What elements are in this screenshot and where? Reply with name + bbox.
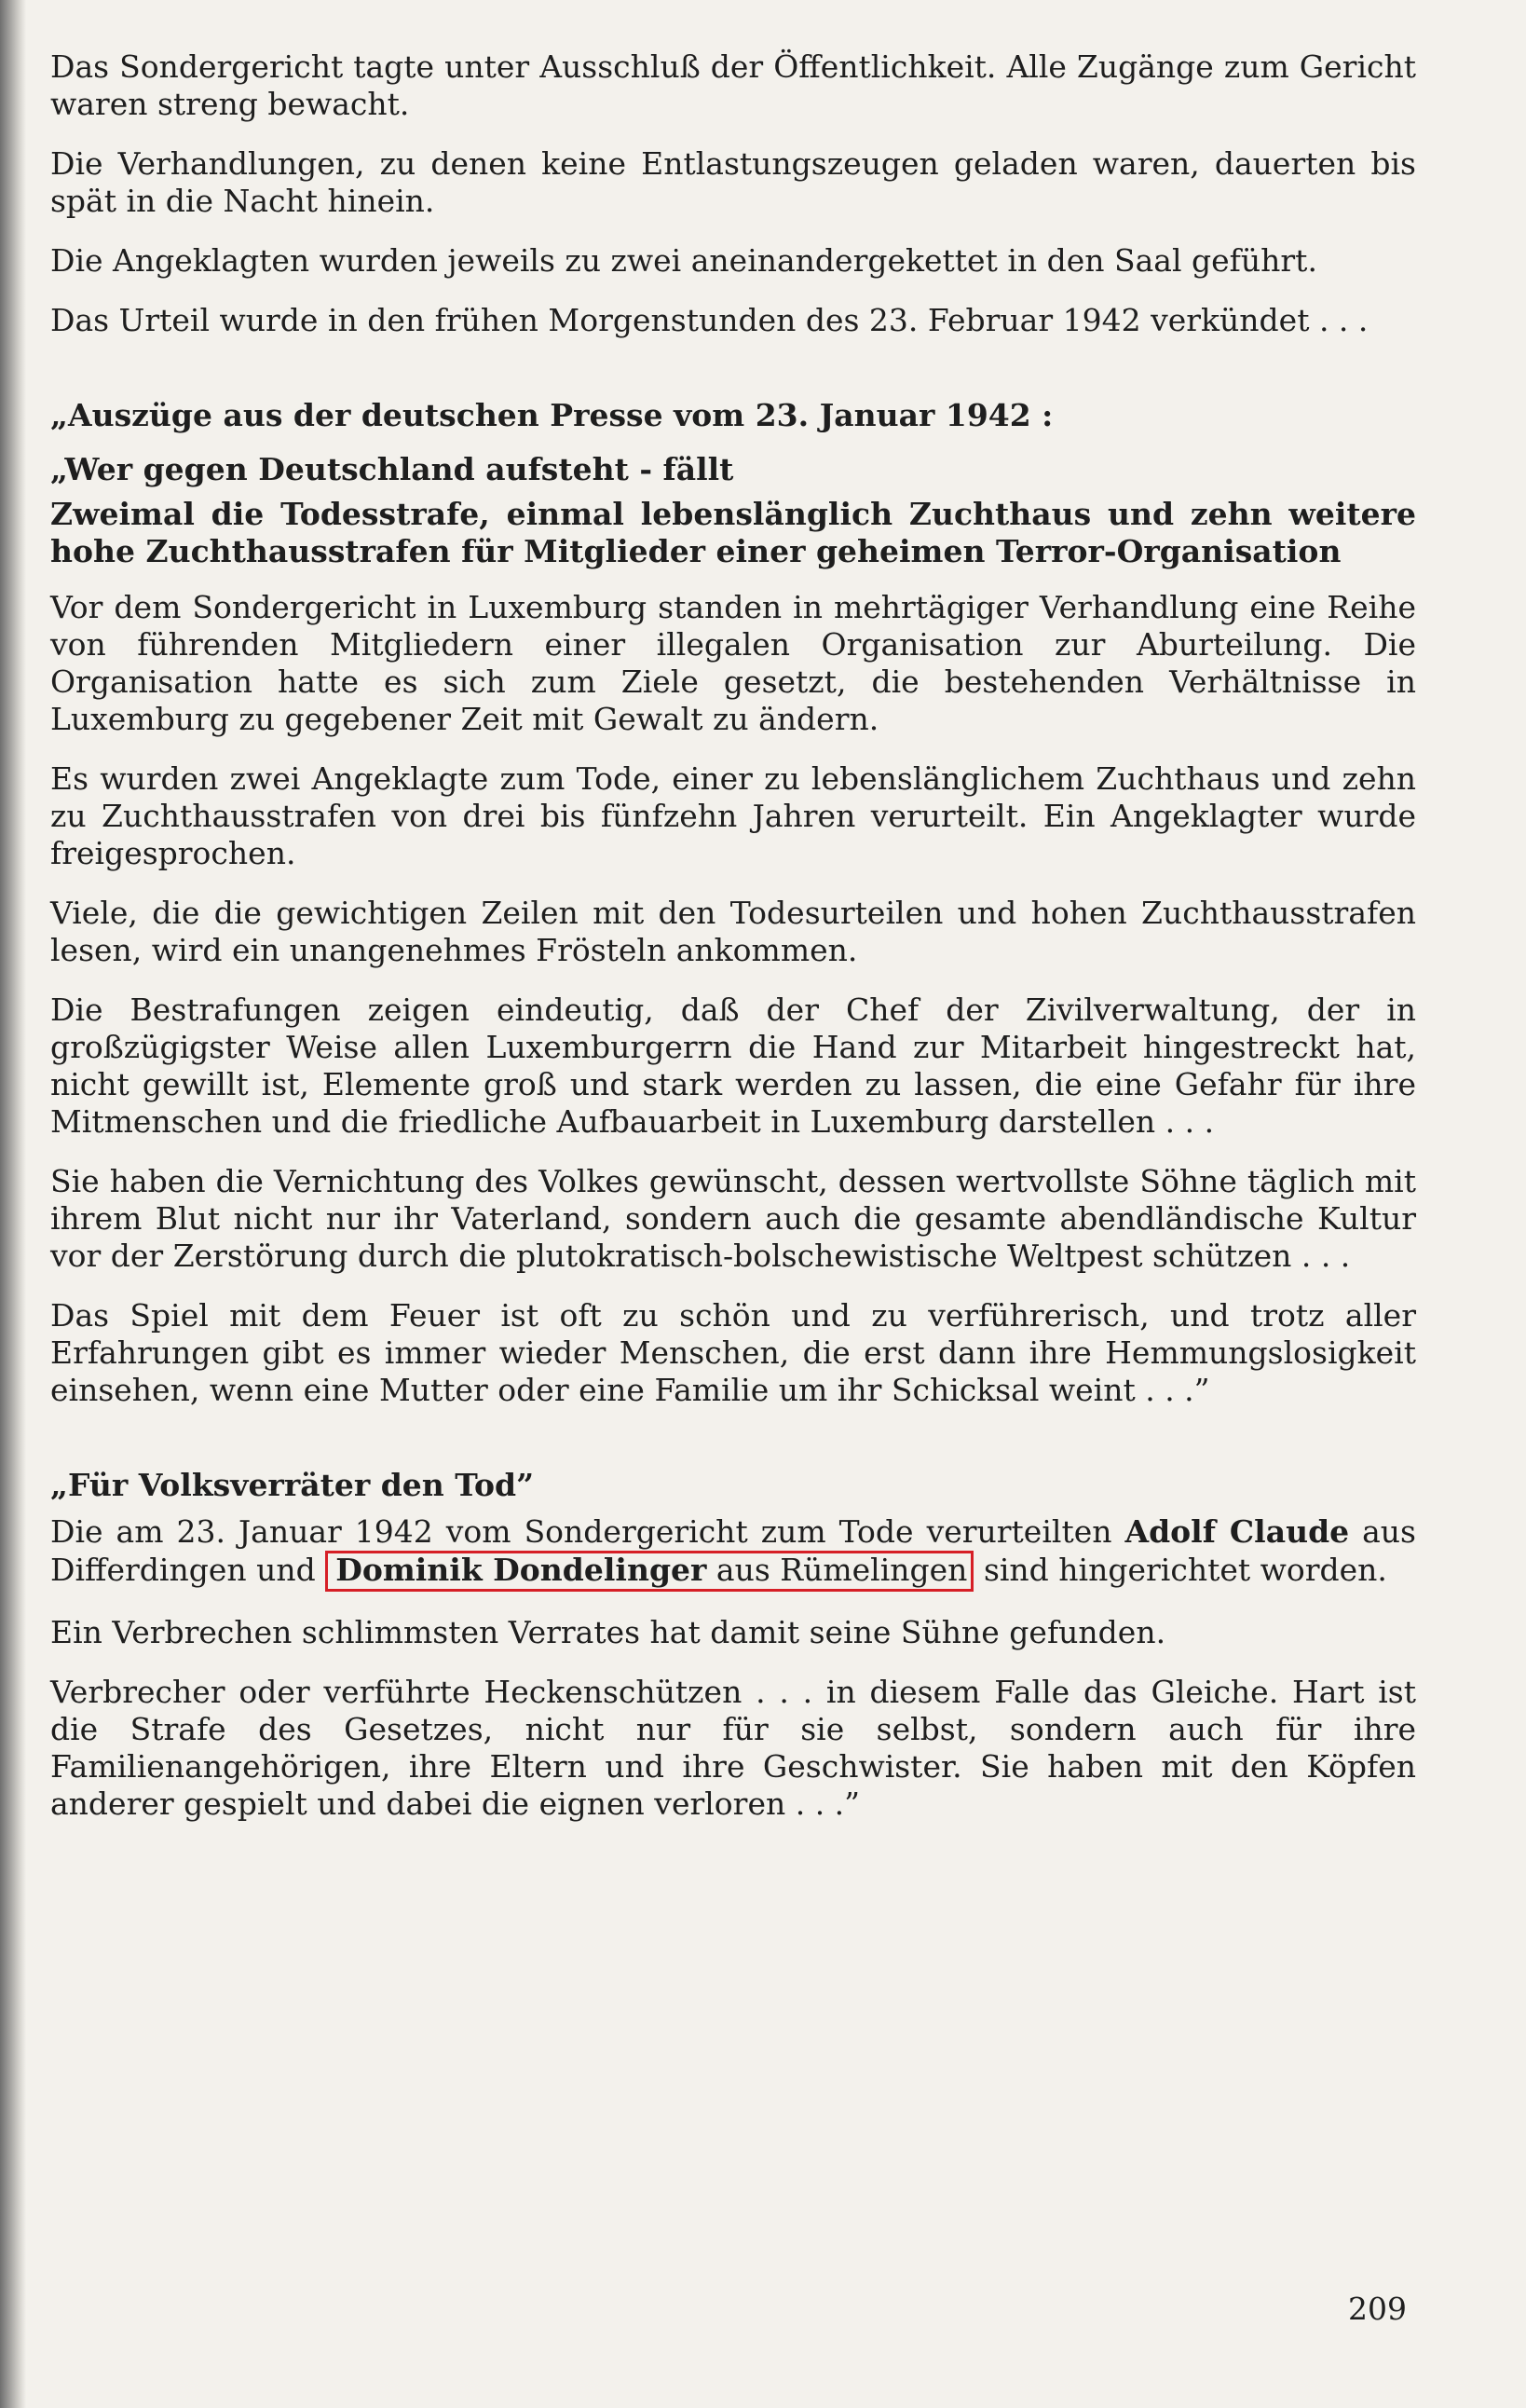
press-paragraph: Viele, die die gewichtigen Zeilen mit den Todesurteilen und hohen Zuchthausstrafen lesen, wird ein unangenehmes Frösteln ankommen. — [50, 895, 1416, 968]
press-paragraph: Vor dem Sondergericht in Luxemburg standen in mehrtägiger Verhandlung eine Reihe von führenden Mitgliedern einer illegalen Organisation zur Aburteilung. Die Organisation hatte es sich zum Ziele gesetzt, die bestehenden Verhältnisse in Luxemburg zu gegebener Zeit mit Gewalt zu ändern. — [50, 589, 1416, 737]
article-subtitle: Zweimal die Todesstrafe, einmal lebenslänglich Zuchthaus und zehn weitere hohe Zuchthausstrafen für Mitglieder einer geheimen Terror-Organisation — [50, 496, 1416, 569]
verdict-text: aus Differdingen und — [50, 1513, 1416, 1588]
verdict-paragraph-executed — [50, 1513, 1416, 1592]
page-number: 209 — [1348, 2291, 1407, 2327]
intro-section — [50, 48, 1416, 339]
press-paragraph: Die Bestrafungen zeigen eindeutig, daß der Chef der Zivilverwaltung, der in großzügigster Weise allen Luxemburgerrn die Hand zur Mitarbeit hingestreckt hat, nicht gewillt ist, Elemente groß und stark werden zu lassen, die eine Gefahr für ihre Mitmenschen und die friedliche Aufbauarbeit in Luxemburg darstellen . . . — [50, 992, 1416, 1140]
intro-paragraph: Die Angeklagten wurden jeweils zu zwei aneinandergekettet in den Saal geführt. — [50, 242, 1317, 279]
verdict-text: aus Rümelingen — [706, 1552, 968, 1588]
person-name-dondelinger: Dominik Dondelinger — [335, 1552, 707, 1588]
document-page — [50, 48, 1416, 1845]
press-paragraph: Sie haben die Vernichtung des Volkes gewünscht, dessen wertvollste Söhne täglich mit ihrem Blut nicht nur ihr Vaterland, sondern auch die gesamte abendländische Kultur vor der Zerstörung durch die plutokratisch-bolschewistische Weltpest schützen . . . — [50, 1163, 1416, 1274]
press-paragraph: Das Spiel mit dem Feuer ist oft zu schön und zu verführerisch, und trotz aller Erfahrungen gibt es immer wieder Menschen, die erst dann ihre Hemmungslosigkeit einsehen, wenn eine Mutter oder eine Familie um ihr Schicksal weint . . .” — [50, 1297, 1416, 1408]
verdict-text: Die am 23. Januar 1942 vom Sondergericht zum Tode verurteilten — [50, 1513, 1125, 1550]
verdict-paragraph: Ein Verbrechen schlimmsten Verrates hat damit seine Sühne gefunden. — [50, 1614, 1166, 1650]
press-heading: „Auszüge aus der deutschen Presse vom 23. Januar 1942 : — [50, 397, 1054, 433]
page-edge-shadow — [0, 0, 26, 2408]
article-title: „Wer gegen Deutschland aufsteht - fällt — [50, 451, 734, 487]
verdict-section — [50, 1467, 1416, 1823]
verdict-heading: „Für Volksverräter den Tod” — [50, 1467, 535, 1503]
press-paragraph: Es wurden zwei Angeklagte zum Tode, einer zu lebenslänglichem Zuchthaus und zehn zu Zuchthausstrafen von drei bis fünfzehn Jahren verurteilt. Ein Angeklagter wurde freigesprochen. — [50, 760, 1416, 871]
person-name-claude: Adolf Claude — [1124, 1513, 1350, 1550]
highlighted-name-box — [325, 1551, 974, 1592]
verdict-paragraph: Verbrecher oder verführte Heckenschützen . . . in diesem Falle das Gleiche. Hart ist die Strafe des Gesetzes, nicht nur für sie selbst, sondern auch für ihre Familienangehörigen, ihre Eltern und ihre Geschwister. Sie haben mit den Köpfen anderer gespielt und dabei die eignen verloren . . .” — [50, 1674, 1416, 1822]
intro-paragraph: Das Sondergericht tagte unter Ausschluß der Öffentlichkeit. Alle Zugänge zum Gericht waren streng bewacht. — [50, 48, 1416, 122]
intro-paragraph: Das Urteil wurde in den frühen Morgenstunden des 23. Februar 1942 verkündet . . . — [50, 302, 1369, 338]
press-excerpts-section — [50, 397, 1416, 1409]
verdict-text: sind hingerichtet worden. — [974, 1552, 1387, 1588]
intro-paragraph: Die Verhandlungen, zu denen keine Entlastungszeugen geladen waren, dauerten bis spät in die Nacht hinein. — [50, 145, 1416, 219]
